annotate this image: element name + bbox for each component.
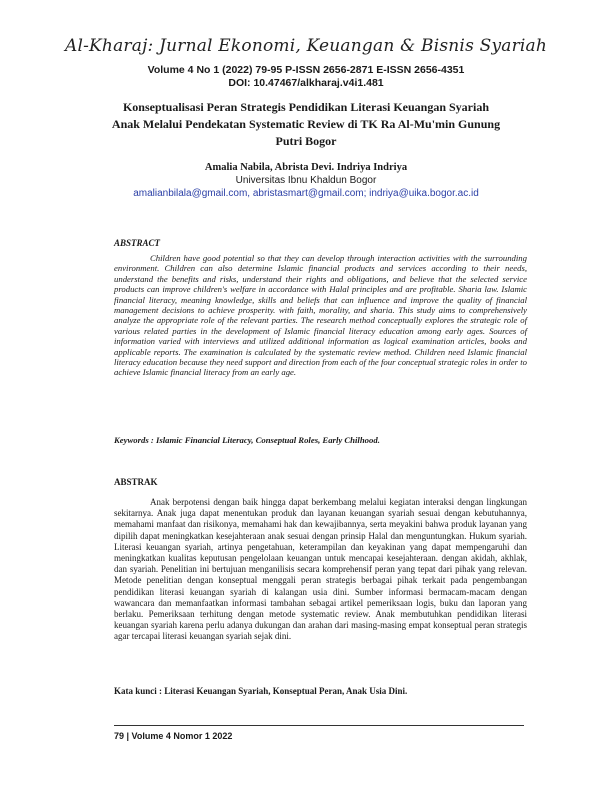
keywords: Keywords : Islamic Financial Literacy, Conseptual Roles, Early Chilhood.	[114, 435, 380, 445]
affiliation: Universitas Ibnu Khaldun Bogor	[235, 175, 377, 186]
volume-issn-line: Volume 4 No 1 (2022) 79-95 P-ISSN 2656-2871 E-ISSN 2656-4351	[147, 64, 465, 76]
kata-kunci: Kata kunci : Literasi Keuangan Syariah, Konseptual Peran, Anak Usia Dini.	[114, 686, 408, 696]
footer-divider	[114, 725, 524, 726]
abstract-heading: ABSTRACT	[114, 238, 161, 248]
abstract-body: Children have good potential so that they can develop through interaction activities with the surrounding environment. Children can also determine Islamic financial products and services according to their needs, understand the benefits and risks, understand their rights and obligations, and believe that the selected service products can improve children's welfare in accordance with Halal principles and are profitable. Sharia law. Islamic financial literacy, meaning knowledge, skills and beliefs that can influence and improve the quality of financial management decisions to achieve prosperity. with faith, morality, and sharia. This study aims to comprehensively analyze the appropriate role of the relevant parties. The research method conceptually explores the strategic role of various related parties in the development of Islamic financial literacy education among early ages. Sources of information varied with interviews and utilized additional information as logical examination articles, books and applicable reports. The examination is calculated by the systematic review method. Children need Islamic financial literacy education because they need support and direction from each of the four conceptual strategic roles in order to achieve Islamic financial literacy from an early age.	[114, 253, 527, 378]
page-footer: 79 | Volume 4 Nomor 1 2022	[114, 731, 233, 741]
abstrak-body: Anak berpotensi dengan baik hingga dapat berkembang melalui kegiatan interaksi dengan lingkungan sekitarnya. Anak juga dapat menentukan produk dan layanan keuangan syariah sesuai dengan kebutuhannya, memahami manfaat dan risikonya, memahami hak dan kewajibannya, serta meyakini bahwa produk layanan yang dipilih dapat meningkatkan kesejahteraan anak sesuai dengan prinsip Halal dan menguntungkan. Hukum syariah. Literasi keuangan syariah, artinya pengetahuan, keterampilan dan keyakinan yang dapat mempengaruhi dan meningkatkan kualitas keputusan pengelolaan keuangan untuk mencapai kesejahteraan. dengan akidah, akhlak, dan syariah. Penelitian ini bertujuan menganilisis secara komprehensif peran yang tepat dari pihak yang relevan. Metode penelitian dengan konseptual menggali peran strategis berbagai pihak terkait pada pengembangan pendidikan literasi keuangan syariah di kalangan usia dini. Sumber informasi bermacam-macam dengan wawancara dan memanfaatkan informasi tambahan sebagai artikel pemeriksaan logis, buku dan laporan yang berlaku. Pemeriksaan terhitung dengan metode systematic review. Anak membutuhkan pendidikan literasi keuangan syariah karena perlu adanya dukungan dan arahan dari masing-masing empat konseptual peran strategis agar tercapai literasi keuangan syariah sejak dini.	[114, 497, 527, 642]
abstrak-heading: ABSTRAK	[114, 477, 158, 487]
author-emails[interactable]: amalianbilala@gmail.com, abristasmart@gmail.com; indriya@uika.bogor.ac.id	[133, 188, 479, 199]
article-title: Konseptualisasi Peran Strategis Pendidikan Literasi Keuangan Syariah Anak Melalui Pendekatan Systematic Review di TK Ra Al-Mu'min Gunung Putri Bogor	[111, 100, 501, 148]
doi-line: DOI: 10.47467/alkharaj.v4i1.481	[228, 77, 384, 89]
author-list: Amalia Nabila, Abrista Devi. Indriya Indriya	[204, 162, 408, 173]
journal-title: Al-Kharaj: Jurnal Ekonomi, Keuangan & Bisnis Syariah	[64, 36, 548, 56]
